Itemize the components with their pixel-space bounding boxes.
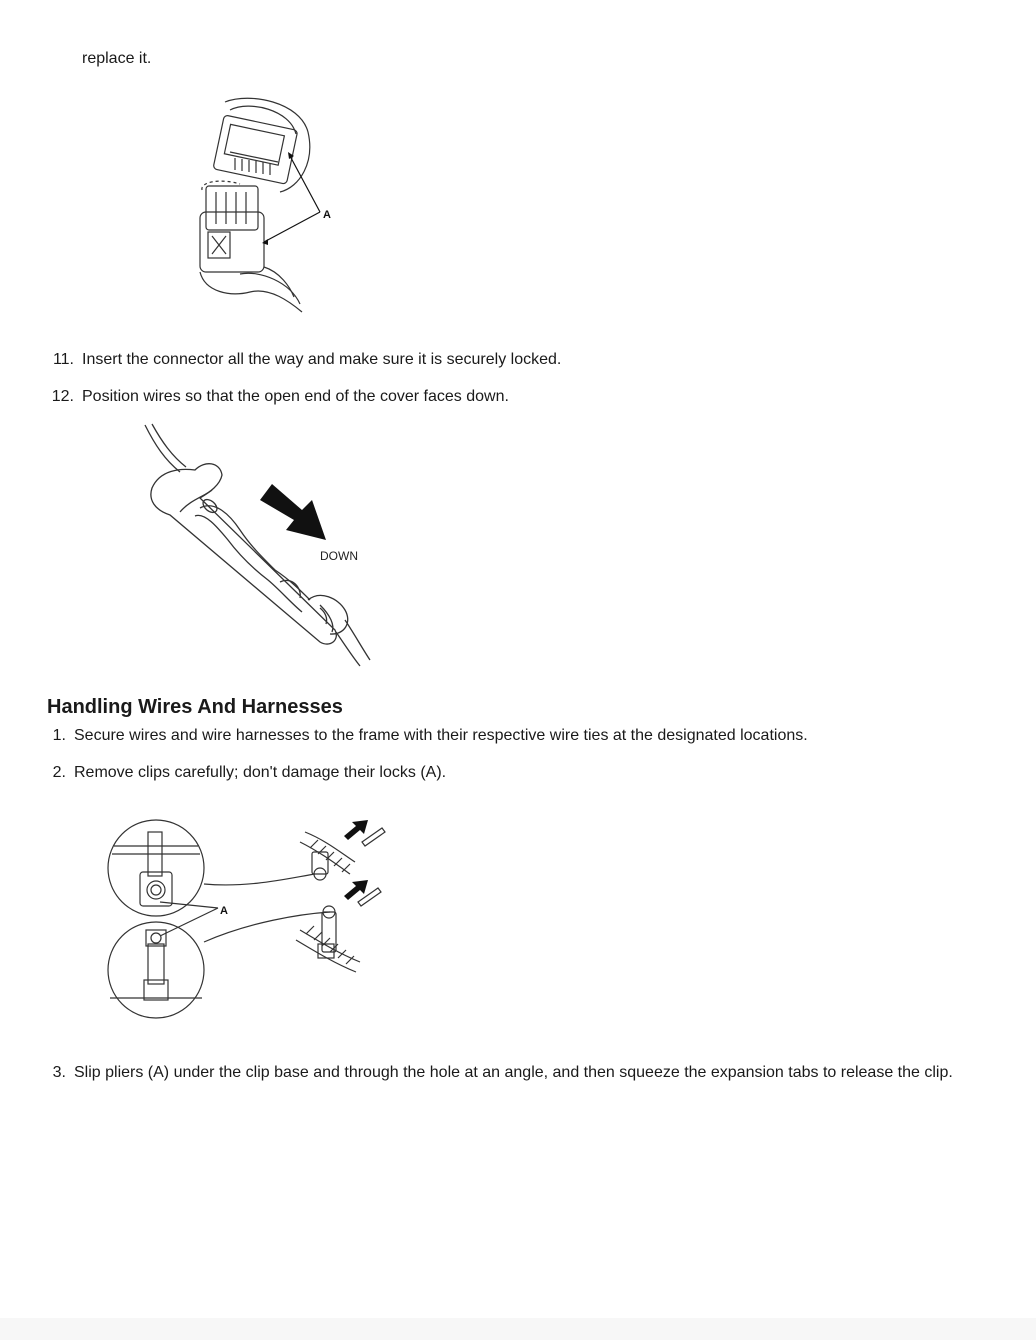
step-text: Secure wires and wire harnesses to the frame with their respective wire ties at the designated locations. xyxy=(74,727,808,744)
clips-figure xyxy=(100,812,400,1027)
connector-figure xyxy=(190,92,340,317)
step-text: Remove clips carefully; don't damage their locks (A). xyxy=(74,764,447,781)
wire-cover-drawing xyxy=(140,420,380,670)
clips-drawing xyxy=(100,812,400,1027)
step-text: Insert the connector all the way and make sure it is securely locked. xyxy=(82,351,562,368)
continued-text: replace it. xyxy=(82,50,152,67)
section-heading: Handling Wires And Harnesses xyxy=(47,696,343,718)
label-down: DOWN xyxy=(320,549,358,563)
wire-cover-figure xyxy=(140,420,380,670)
step-number: 2. xyxy=(52,764,66,781)
page-bottom-band xyxy=(0,1318,1036,1340)
step-number: 12. xyxy=(51,388,74,405)
step-text: Position wires so that the open end of the cover faces down. xyxy=(82,388,509,405)
label-a: A xyxy=(323,209,331,221)
step-number: 1. xyxy=(52,727,66,744)
step-number: 3. xyxy=(52,1064,66,1081)
connector-drawing xyxy=(190,92,340,317)
label-a: A xyxy=(220,905,228,917)
step-text: Slip pliers (A) under the clip base and through the hole at an angle, and then squeeze the expansion tabs to release the clip. xyxy=(74,1064,953,1081)
step-number: 11. xyxy=(52,351,74,368)
